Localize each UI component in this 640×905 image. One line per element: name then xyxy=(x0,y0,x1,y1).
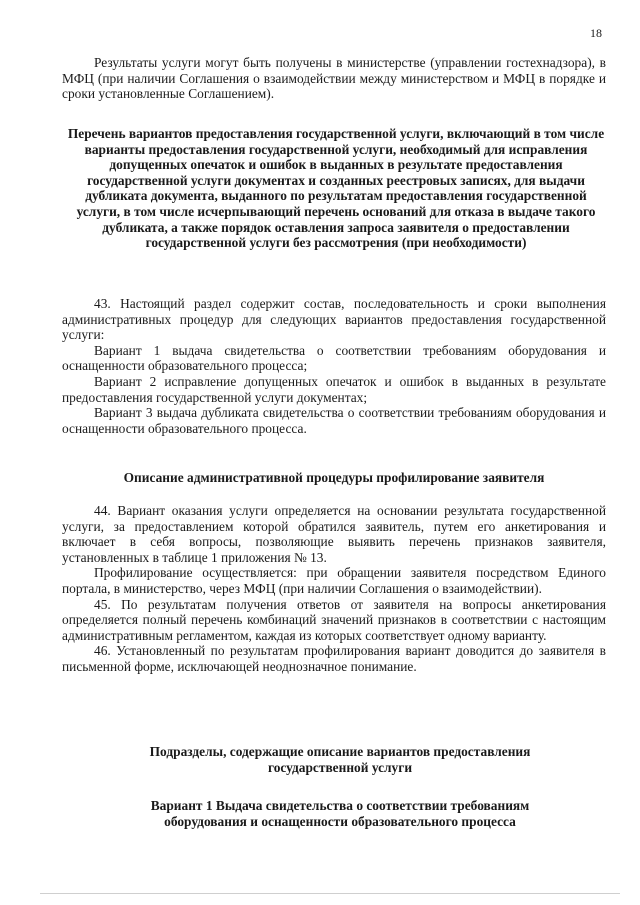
heading-variants-text: Перечень вариантов предоставления государственной услуги, включающий в том числе варианты предоставления государственной услуги, необходимый для исправления допущенных опечаток и ошибок в выданных в результате предоставления государственной услуги документах и созданных реестровых записях, для выдачи дубликата документа, выданного по результатам предоставления государственной услуги, в том числе исчерпывающий перечень оснований для отказа в выдаче такого дубликата, а также порядок оставления запроса заявителя о предоставлении государственной услуги без рассмотрения (при необходимости) xyxy=(67,126,605,251)
paragraph-44: 44. Вариант оказания услуги определяется на основании результата государственной услуги, за предоставлением которой обратился заявитель, путем его анкетирования и включает в себя вопросы, позволяющие выявить перечень признаков заявителя, установленных в таблице 1 приложения № 13. xyxy=(62,503,606,565)
section-43 xyxy=(62,296,606,436)
paragraph-46: 46. Установленный по результатам профилирования вариант доводится до заявителя в письменной форме, исключающей неоднозначное понимание. xyxy=(62,643,606,674)
paragraph-44-profiling: Профилирование осуществляется: при обращении заявителя посредством Единого портала, в министерство, через МФЦ (при наличии Соглашения о взаимодействии). xyxy=(62,565,606,596)
paragraph-43: 43. Настоящий раздел содержит состав, последовательность и сроки выполнения административных процедур для следующих вариантов предоставления государственной услуги: xyxy=(62,296,606,343)
heading-profiling xyxy=(62,470,606,486)
page-bottom-divider xyxy=(40,893,620,894)
variant-1-item: Вариант 1 выдача свидетельства о соответствии требованиям оборудования и оснащенности образовательного процесса; xyxy=(62,342,606,374)
heading-variant-1-text: Вариант 1 Выдача свидетельства о соответствии требованиям оборудования и оснащенности образовательного процесса xyxy=(150,798,530,829)
page-number: 18 xyxy=(590,26,602,40)
intro-paragraph: Результаты услуги могут быть получены в министерстве (управлении гостехнадзора), в МФЦ (при наличии Соглашения о взаимодействии между министерством и МФЦ в порядке и сроки установленные Соглашением). xyxy=(62,55,606,102)
intro-section xyxy=(62,55,606,102)
section-44-46 xyxy=(62,503,606,675)
heading-subsections-text: Подразделы, содержащие описание вариантов предоставления государственной услуги xyxy=(149,744,531,775)
variant-3-item: Вариант 3 выдача дубликата свидетельства о соответствии требованиям оборудования и оснащенности образовательного процесса. xyxy=(62,405,606,436)
heading-profiling-text: Описание административной процедуры профилирование заявителя xyxy=(123,470,545,485)
paragraph-45: 45. По результатам получения ответов от заявителя на вопросы анкетирования определяется полный перечень комбинаций значений признаков в соответствии с настоящим административным регламентом, каждая из которых соответствует одному варианту. xyxy=(62,596,606,643)
variant-2-item: Вариант 2 исправление допущенных опечаток и ошибок в выданных в результате предоставления государственной услуги документах; xyxy=(62,373,606,405)
heading-variant-1 xyxy=(120,798,560,829)
heading-variants-list xyxy=(66,126,606,251)
heading-subsections xyxy=(120,744,560,775)
